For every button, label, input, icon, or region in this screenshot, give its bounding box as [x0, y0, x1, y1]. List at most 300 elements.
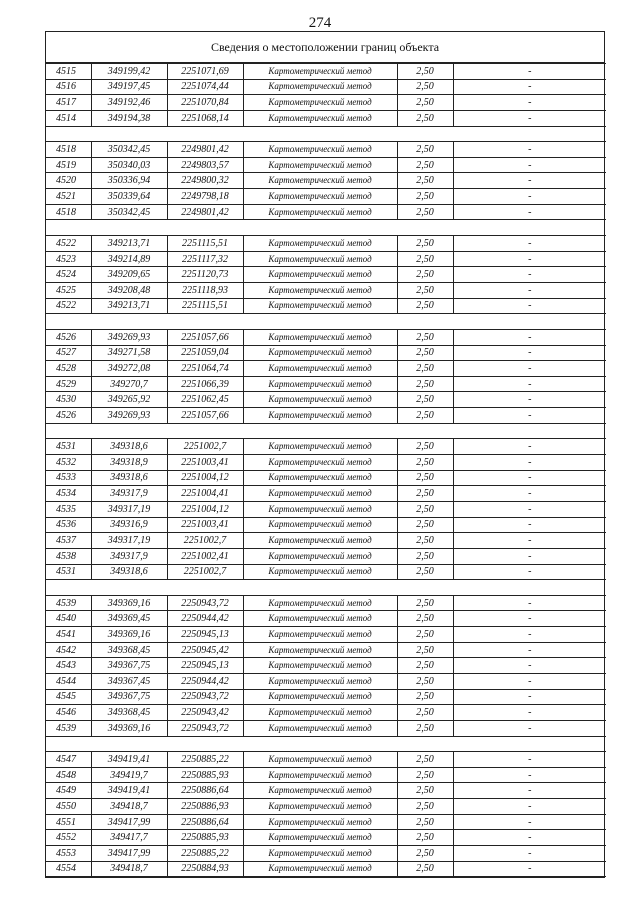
point-number-cell: 4522: [46, 298, 91, 314]
x-coordinate-cell: 349318,6: [91, 564, 167, 580]
x-coordinate-cell: 349417,99: [91, 846, 167, 862]
table-row: [46, 282, 606, 298]
y-coordinate-cell: 2249798,18: [167, 189, 243, 205]
group-separator-cell: [46, 736, 606, 752]
y-coordinate-cell: 2251066,39: [167, 376, 243, 392]
method-cell: Картометрический метод: [243, 204, 397, 220]
description-cell: -: [453, 783, 606, 799]
table-row: [46, 830, 606, 846]
y-coordinate-cell: 2251002,7: [167, 439, 243, 455]
accuracy-cell: 2,50: [397, 142, 453, 158]
x-coordinate-cell: 349367,45: [91, 673, 167, 689]
y-coordinate-cell: 2251057,66: [167, 329, 243, 345]
point-number-cell: 4520: [46, 173, 91, 189]
method-cell: Картометрический метод: [243, 705, 397, 721]
table-row: [46, 642, 606, 658]
accuracy-cell: 2,50: [397, 861, 453, 877]
x-coordinate-cell: 349214,89: [91, 251, 167, 267]
point-number-cell: 4516: [46, 79, 91, 95]
method-cell: Картометрический метод: [243, 95, 397, 111]
x-coordinate-cell: 350342,45: [91, 142, 167, 158]
accuracy-cell: 2,50: [397, 548, 453, 564]
point-number-cell: 4541: [46, 627, 91, 643]
table-row: [46, 799, 606, 815]
table-row: [46, 548, 606, 564]
x-coordinate-cell: 349369,16: [91, 627, 167, 643]
point-number-cell: 4526: [46, 408, 91, 424]
table-row: [46, 439, 606, 455]
point-number-cell: 4518: [46, 204, 91, 220]
point-number-cell: 4529: [46, 376, 91, 392]
x-coordinate-cell: 349270,7: [91, 376, 167, 392]
description-cell: -: [453, 408, 606, 424]
method-cell: Картометрический метод: [243, 329, 397, 345]
accuracy-cell: 2,50: [397, 376, 453, 392]
y-coordinate-cell: 2250943,42: [167, 705, 243, 721]
table-row: [46, 95, 606, 111]
description-cell: -: [453, 564, 606, 580]
point-number-cell: 4530: [46, 392, 91, 408]
y-coordinate-cell: 2251074,44: [167, 79, 243, 95]
point-number-cell: 4528: [46, 361, 91, 377]
x-coordinate-cell: 349317,9: [91, 548, 167, 564]
point-number-cell: 4522: [46, 236, 91, 252]
accuracy-cell: 2,50: [397, 705, 453, 721]
method-cell: Картометрический метод: [243, 345, 397, 361]
table-row: [46, 595, 606, 611]
y-coordinate-cell: 2250944,42: [167, 611, 243, 627]
point-number-cell: 4553: [46, 846, 91, 862]
y-coordinate-cell: 2251117,32: [167, 251, 243, 267]
description-cell: -: [453, 846, 606, 862]
y-coordinate-cell: 2251003,41: [167, 517, 243, 533]
y-coordinate-cell: 2251003,41: [167, 455, 243, 471]
table-row: [46, 110, 606, 126]
accuracy-cell: 2,50: [397, 64, 453, 80]
method-cell: Картометрический метод: [243, 814, 397, 830]
x-coordinate-cell: 349368,45: [91, 642, 167, 658]
description-cell: -: [453, 689, 606, 705]
table-row: [46, 658, 606, 674]
table-row: [46, 376, 606, 392]
y-coordinate-cell: 2251115,51: [167, 298, 243, 314]
method-cell: Картометрический метод: [243, 361, 397, 377]
description-cell: -: [453, 830, 606, 846]
accuracy-cell: 2,50: [397, 470, 453, 486]
accuracy-cell: 2,50: [397, 720, 453, 736]
y-coordinate-cell: 2250886,64: [167, 783, 243, 799]
x-coordinate-cell: 349271,58: [91, 345, 167, 361]
description-cell: -: [453, 814, 606, 830]
x-coordinate-cell: 349197,45: [91, 79, 167, 95]
y-coordinate-cell: 2251118,93: [167, 282, 243, 298]
method-cell: Картометрический метод: [243, 236, 397, 252]
method-cell: Картометрический метод: [243, 376, 397, 392]
table-row: [46, 189, 606, 205]
table-row: [46, 814, 606, 830]
table-row: [46, 783, 606, 799]
y-coordinate-cell: 2251002,7: [167, 564, 243, 580]
method-cell: Картометрический метод: [243, 752, 397, 768]
x-coordinate-cell: 350340,03: [91, 157, 167, 173]
accuracy-cell: 2,50: [397, 329, 453, 345]
x-coordinate-cell: 349194,38: [91, 110, 167, 126]
y-coordinate-cell: 2249801,42: [167, 204, 243, 220]
accuracy-cell: 2,50: [397, 689, 453, 705]
description-cell: -: [453, 392, 606, 408]
y-coordinate-cell: 2251064,74: [167, 361, 243, 377]
point-number-cell: 4545: [46, 689, 91, 705]
accuracy-cell: 2,50: [397, 439, 453, 455]
accuracy-cell: 2,50: [397, 251, 453, 267]
y-coordinate-cell: 2250945,13: [167, 627, 243, 643]
table-row: [46, 298, 606, 314]
point-number-cell: 4546: [46, 705, 91, 721]
method-cell: Картометрический метод: [243, 830, 397, 846]
method-cell: Картометрический метод: [243, 783, 397, 799]
table-row: [46, 204, 606, 220]
point-number-cell: 4517: [46, 95, 91, 111]
description-cell: -: [453, 376, 606, 392]
description-cell: -: [453, 95, 606, 111]
description-cell: -: [453, 173, 606, 189]
accuracy-cell: 2,50: [397, 830, 453, 846]
accuracy-cell: 2,50: [397, 814, 453, 830]
table-row: [46, 79, 606, 95]
point-number-cell: 4548: [46, 767, 91, 783]
point-number-cell: 4515: [46, 64, 91, 80]
point-number-cell: 4524: [46, 267, 91, 283]
point-number-cell: 4538: [46, 548, 91, 564]
group-separator-row: [46, 220, 606, 236]
x-coordinate-cell: 349317,19: [91, 533, 167, 549]
table-row: [46, 486, 606, 502]
point-number-cell: 4544: [46, 673, 91, 689]
point-number-cell: 4518: [46, 142, 91, 158]
table-row: [46, 611, 606, 627]
y-coordinate-cell: 2251004,12: [167, 501, 243, 517]
group-separator-row: [46, 314, 606, 330]
point-number-cell: 4526: [46, 329, 91, 345]
method-cell: Картометрический метод: [243, 501, 397, 517]
point-number-cell: 4551: [46, 814, 91, 830]
table-row: [46, 64, 606, 80]
group-separator-row: [46, 580, 606, 596]
y-coordinate-cell: 2251062,45: [167, 392, 243, 408]
method-cell: Картометрический метод: [243, 846, 397, 862]
y-coordinate-cell: 2251115,51: [167, 236, 243, 252]
method-cell: Картометрический метод: [243, 408, 397, 424]
method-cell: Картометрический метод: [243, 595, 397, 611]
accuracy-cell: 2,50: [397, 267, 453, 283]
method-cell: Картометрический метод: [243, 79, 397, 95]
boundary-sheet: [45, 31, 605, 878]
method-cell: Картометрический метод: [243, 627, 397, 643]
table-row: [46, 501, 606, 517]
x-coordinate-cell: 349417,99: [91, 814, 167, 830]
y-coordinate-cell: 2251057,66: [167, 408, 243, 424]
x-coordinate-cell: 349418,7: [91, 799, 167, 815]
description-cell: -: [453, 345, 606, 361]
method-cell: Картометрический метод: [243, 517, 397, 533]
method-cell: Картометрический метод: [243, 298, 397, 314]
table-row: [46, 846, 606, 862]
accuracy-cell: 2,50: [397, 799, 453, 815]
description-cell: -: [453, 627, 606, 643]
y-coordinate-cell: 2250943,72: [167, 720, 243, 736]
point-number-cell: 4535: [46, 501, 91, 517]
y-coordinate-cell: 2251002,41: [167, 548, 243, 564]
accuracy-cell: 2,50: [397, 564, 453, 580]
description-cell: -: [453, 110, 606, 126]
point-number-cell: 4527: [46, 345, 91, 361]
table-row: [46, 345, 606, 361]
point-number-cell: 4549: [46, 783, 91, 799]
group-separator-cell: [46, 126, 606, 142]
description-cell: -: [453, 189, 606, 205]
point-number-cell: 4540: [46, 611, 91, 627]
description-cell: -: [453, 595, 606, 611]
accuracy-cell: 2,50: [397, 752, 453, 768]
x-coordinate-cell: 349368,45: [91, 705, 167, 721]
description-cell: -: [453, 642, 606, 658]
method-cell: Картометрический метод: [243, 157, 397, 173]
description-cell: -: [453, 752, 606, 768]
accuracy-cell: 2,50: [397, 298, 453, 314]
x-coordinate-cell: 349265,92: [91, 392, 167, 408]
description-cell: -: [453, 298, 606, 314]
table-row: [46, 142, 606, 158]
method-cell: Картометрический метод: [243, 673, 397, 689]
point-number-cell: 4539: [46, 595, 91, 611]
description-cell: -: [453, 799, 606, 815]
method-cell: Картометрический метод: [243, 486, 397, 502]
y-coordinate-cell: 2249801,42: [167, 142, 243, 158]
x-coordinate-cell: 350336,94: [91, 173, 167, 189]
y-coordinate-cell: 2250945,13: [167, 658, 243, 674]
accuracy-cell: 2,50: [397, 455, 453, 471]
x-coordinate-cell: 349369,16: [91, 720, 167, 736]
x-coordinate-cell: 349213,71: [91, 298, 167, 314]
y-coordinate-cell: 2251120,73: [167, 267, 243, 283]
y-coordinate-cell: 2251071,69: [167, 64, 243, 80]
table-row: [46, 267, 606, 283]
description-cell: -: [453, 142, 606, 158]
x-coordinate-cell: 349369,16: [91, 595, 167, 611]
method-cell: Картометрический метод: [243, 767, 397, 783]
description-cell: -: [453, 329, 606, 345]
accuracy-cell: 2,50: [397, 783, 453, 799]
y-coordinate-cell: 2251004,41: [167, 486, 243, 502]
table-row: [46, 173, 606, 189]
accuracy-cell: 2,50: [397, 282, 453, 298]
description-cell: -: [453, 673, 606, 689]
x-coordinate-cell: 349199,42: [91, 64, 167, 80]
y-coordinate-cell: 2251059,04: [167, 345, 243, 361]
method-cell: Картометрический метод: [243, 533, 397, 549]
y-coordinate-cell: 2249803,57: [167, 157, 243, 173]
point-number-cell: 4542: [46, 642, 91, 658]
accuracy-cell: 2,50: [397, 627, 453, 643]
method-cell: Картометрический метод: [243, 173, 397, 189]
point-number-cell: 4531: [46, 439, 91, 455]
method-cell: Картометрический метод: [243, 267, 397, 283]
table-row: [46, 627, 606, 643]
accuracy-cell: 2,50: [397, 110, 453, 126]
method-cell: Картометрический метод: [243, 642, 397, 658]
y-coordinate-cell: 2250885,93: [167, 830, 243, 846]
accuracy-cell: 2,50: [397, 517, 453, 533]
group-separator-cell: [46, 314, 606, 330]
description-cell: -: [453, 767, 606, 783]
accuracy-cell: 2,50: [397, 408, 453, 424]
x-coordinate-cell: 349269,93: [91, 329, 167, 345]
method-cell: Картометрический метод: [243, 189, 397, 205]
x-coordinate-cell: 349192,46: [91, 95, 167, 111]
description-cell: -: [453, 705, 606, 721]
group-separator-cell: [46, 580, 606, 596]
description-cell: -: [453, 517, 606, 533]
x-coordinate-cell: 350342,45: [91, 204, 167, 220]
x-coordinate-cell: 349417,7: [91, 830, 167, 846]
accuracy-cell: 2,50: [397, 642, 453, 658]
point-number-cell: 4525: [46, 282, 91, 298]
x-coordinate-cell: 349369,45: [91, 611, 167, 627]
x-coordinate-cell: 349316,9: [91, 517, 167, 533]
description-cell: -: [453, 251, 606, 267]
sheet-title: Сведения о местоположении границ объекта: [46, 32, 604, 63]
x-coordinate-cell: 349209,65: [91, 267, 167, 283]
method-cell: Картометрический метод: [243, 799, 397, 815]
point-number-cell: 4554: [46, 861, 91, 877]
x-coordinate-cell: 349418,7: [91, 861, 167, 877]
table-row: [46, 533, 606, 549]
y-coordinate-cell: 2251004,12: [167, 470, 243, 486]
coordinates-table-body: [46, 64, 606, 877]
table-row: [46, 470, 606, 486]
method-cell: Картометрический метод: [243, 282, 397, 298]
method-cell: Картометрический метод: [243, 658, 397, 674]
x-coordinate-cell: 349419,7: [91, 767, 167, 783]
y-coordinate-cell: 2250885,22: [167, 846, 243, 862]
x-coordinate-cell: 350339,64: [91, 189, 167, 205]
method-cell: Картометрический метод: [243, 861, 397, 877]
x-coordinate-cell: 349318,6: [91, 470, 167, 486]
description-cell: -: [453, 720, 606, 736]
description-cell: -: [453, 470, 606, 486]
table-row: [46, 689, 606, 705]
method-cell: Картометрический метод: [243, 548, 397, 564]
point-number-cell: 4534: [46, 486, 91, 502]
table-row: [46, 705, 606, 721]
y-coordinate-cell: 2250945,42: [167, 642, 243, 658]
x-coordinate-cell: 349318,9: [91, 455, 167, 471]
x-coordinate-cell: 349419,41: [91, 752, 167, 768]
y-coordinate-cell: 2250943,72: [167, 689, 243, 705]
accuracy-cell: 2,50: [397, 345, 453, 361]
x-coordinate-cell: 349367,75: [91, 689, 167, 705]
x-coordinate-cell: 349213,71: [91, 236, 167, 252]
y-coordinate-cell: 2250884,93: [167, 861, 243, 877]
method-cell: Картометрический метод: [243, 392, 397, 408]
point-number-cell: 4552: [46, 830, 91, 846]
description-cell: -: [453, 236, 606, 252]
point-number-cell: 4543: [46, 658, 91, 674]
description-cell: -: [453, 439, 606, 455]
method-cell: Картометрический метод: [243, 439, 397, 455]
table-row: [46, 767, 606, 783]
x-coordinate-cell: 349317,9: [91, 486, 167, 502]
method-cell: Картометрический метод: [243, 64, 397, 80]
accuracy-cell: 2,50: [397, 533, 453, 549]
table-row: [46, 673, 606, 689]
x-coordinate-cell: 349269,93: [91, 408, 167, 424]
description-cell: -: [453, 157, 606, 173]
table-row: [46, 157, 606, 173]
point-number-cell: 4533: [46, 470, 91, 486]
accuracy-cell: 2,50: [397, 658, 453, 674]
description-cell: -: [453, 361, 606, 377]
method-cell: Картометрический метод: [243, 142, 397, 158]
table-row: [46, 720, 606, 736]
description-cell: -: [453, 282, 606, 298]
accuracy-cell: 2,50: [397, 611, 453, 627]
table-row: [46, 408, 606, 424]
y-coordinate-cell: 2251002,7: [167, 533, 243, 549]
accuracy-cell: 2,50: [397, 486, 453, 502]
accuracy-cell: 2,50: [397, 79, 453, 95]
table-row: [46, 517, 606, 533]
description-cell: -: [453, 861, 606, 877]
description-cell: -: [453, 533, 606, 549]
point-number-cell: 4550: [46, 799, 91, 815]
coordinates-table: [46, 63, 606, 877]
table-row: [46, 392, 606, 408]
description-cell: -: [453, 501, 606, 517]
point-number-cell: 4523: [46, 251, 91, 267]
x-coordinate-cell: 349272,08: [91, 361, 167, 377]
description-cell: -: [453, 64, 606, 80]
table-row: [46, 861, 606, 877]
method-cell: Картометрический метод: [243, 251, 397, 267]
table-row: [46, 236, 606, 252]
group-separator-cell: [46, 423, 606, 439]
x-coordinate-cell: 349367,75: [91, 658, 167, 674]
group-separator-row: [46, 126, 606, 142]
x-coordinate-cell: 349317,19: [91, 501, 167, 517]
table-row: [46, 361, 606, 377]
description-cell: -: [453, 611, 606, 627]
accuracy-cell: 2,50: [397, 204, 453, 220]
page-number: 274: [308, 15, 332, 31]
accuracy-cell: 2,50: [397, 189, 453, 205]
table-row: [46, 564, 606, 580]
group-separator-row: [46, 423, 606, 439]
accuracy-cell: 2,50: [397, 673, 453, 689]
accuracy-cell: 2,50: [397, 361, 453, 377]
accuracy-cell: 2,50: [397, 846, 453, 862]
point-number-cell: 4532: [46, 455, 91, 471]
description-cell: -: [453, 267, 606, 283]
accuracy-cell: 2,50: [397, 392, 453, 408]
description-cell: -: [453, 79, 606, 95]
y-coordinate-cell: 2251070,84: [167, 95, 243, 111]
accuracy-cell: 2,50: [397, 157, 453, 173]
y-coordinate-cell: 2250885,22: [167, 752, 243, 768]
description-cell: -: [453, 204, 606, 220]
method-cell: Картометрический метод: [243, 455, 397, 471]
description-cell: -: [453, 658, 606, 674]
